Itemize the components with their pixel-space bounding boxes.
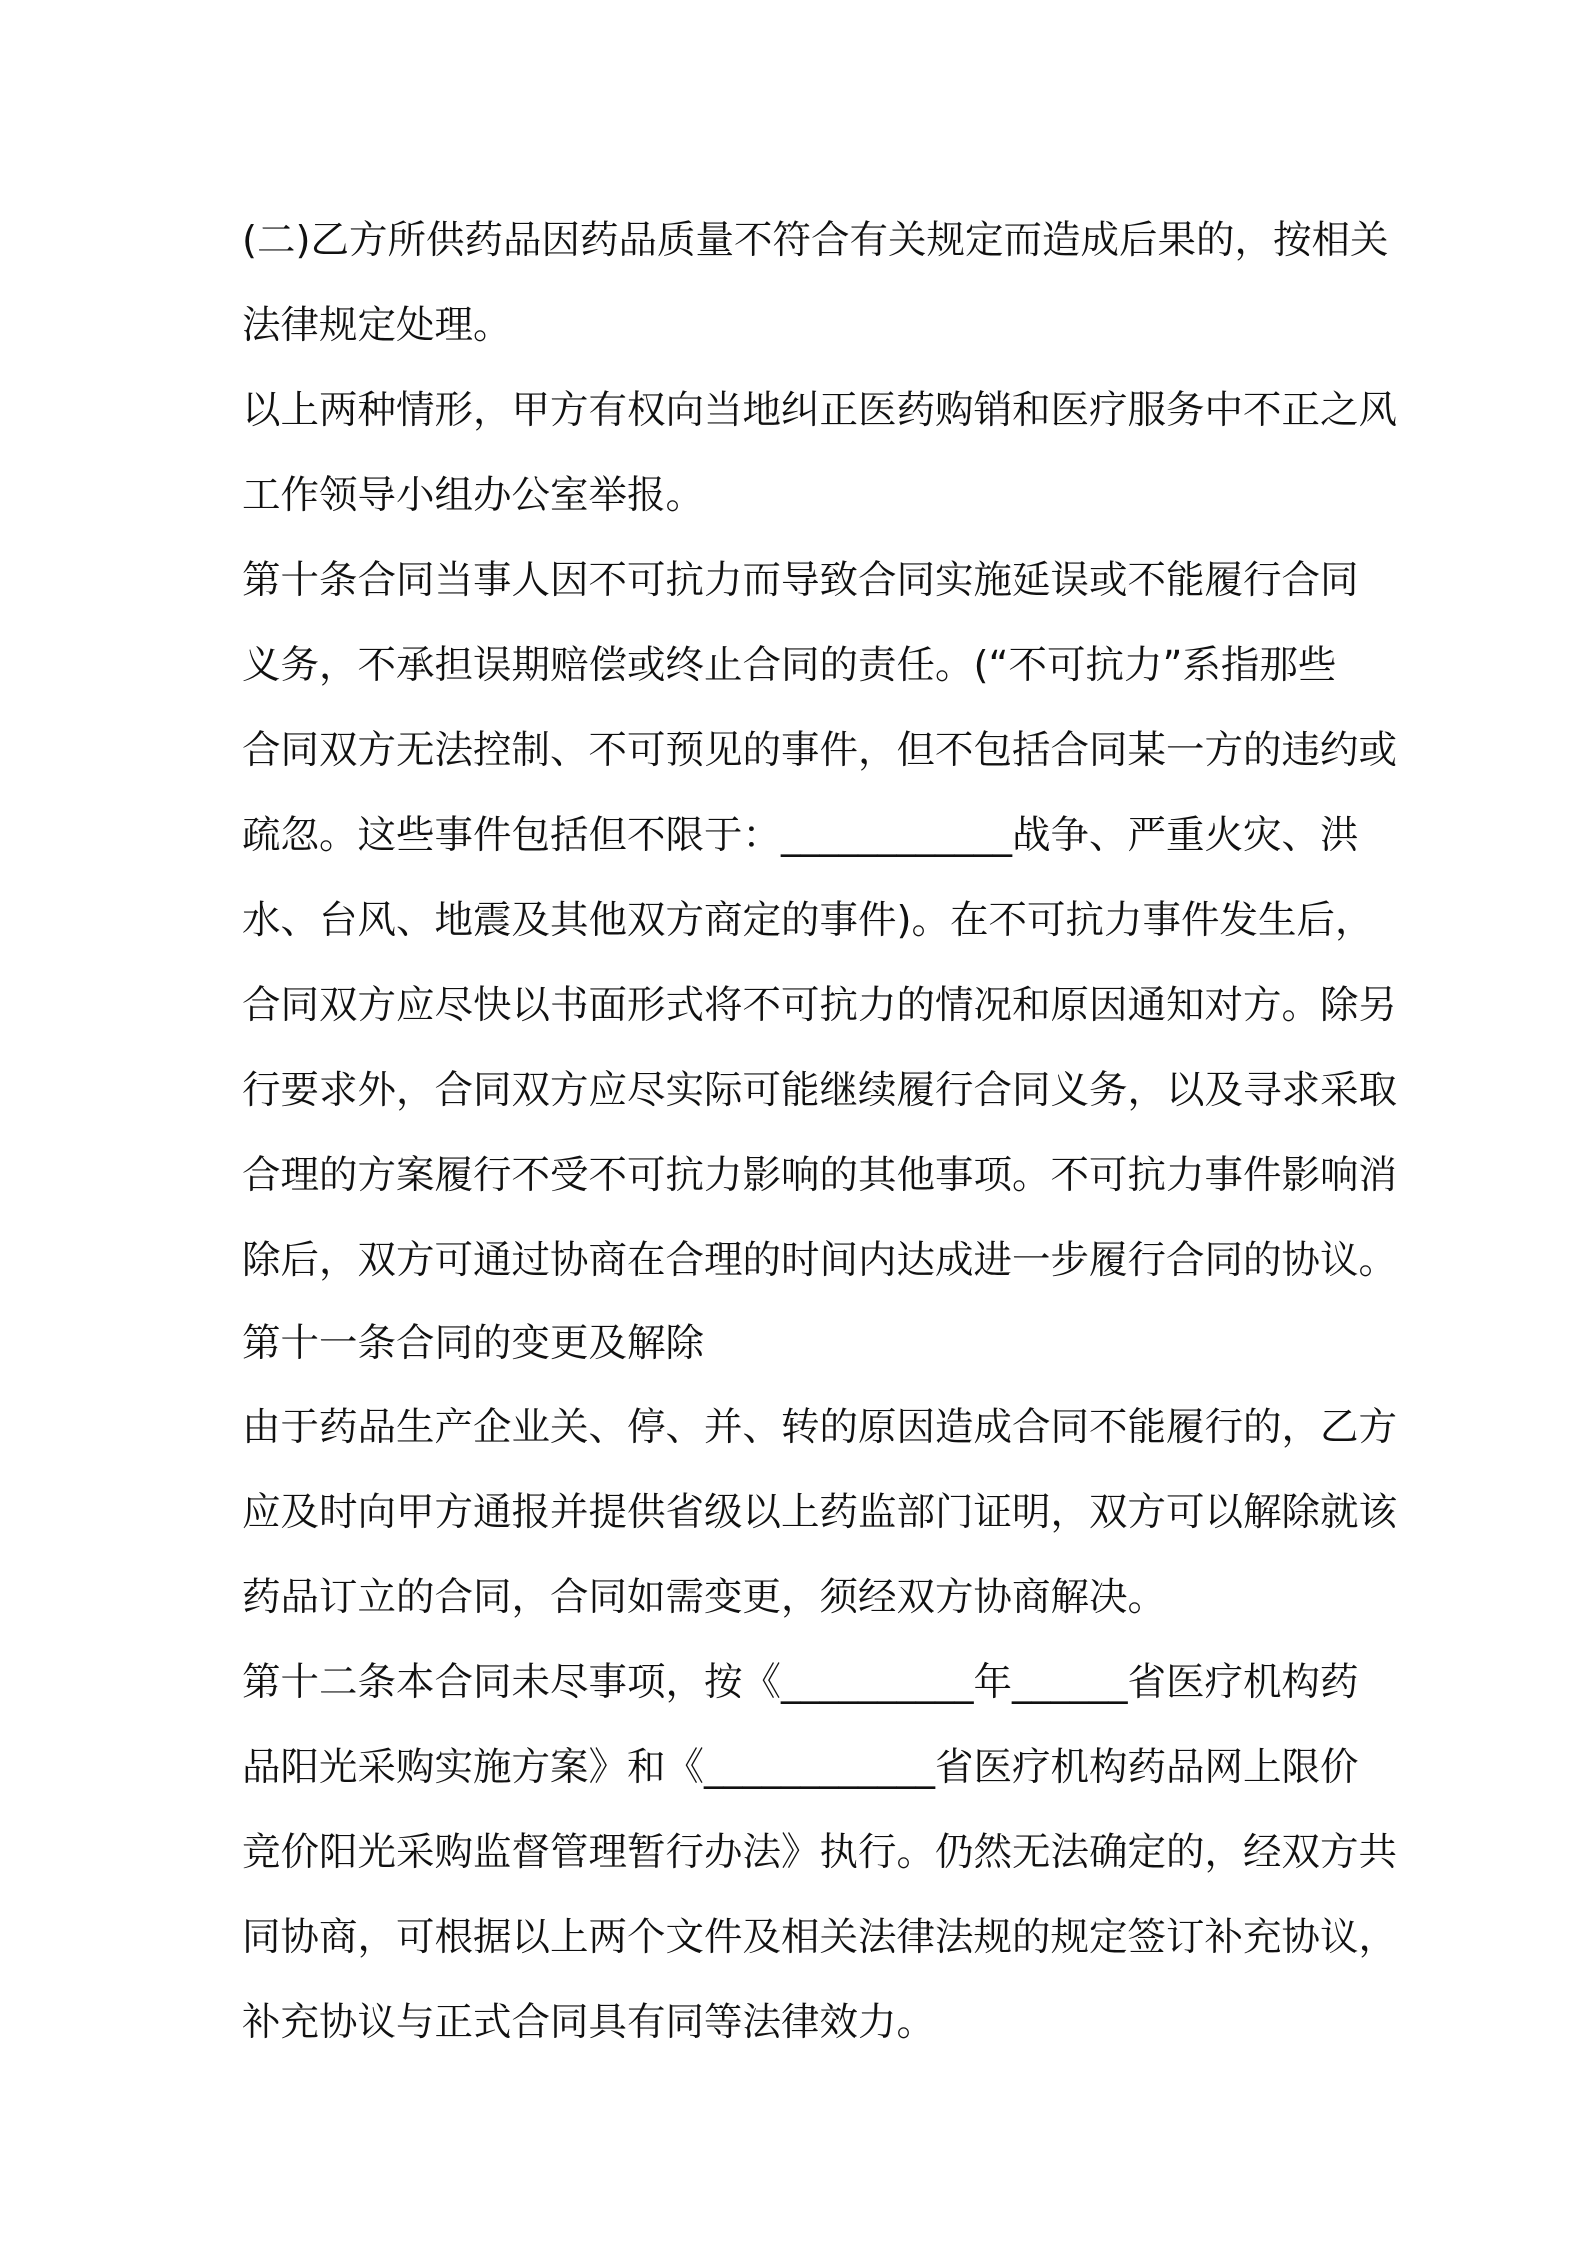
text-line: 应及时向甲方通报并提供省级以上药监部门证明，双方可以解除就该 xyxy=(242,1490,1398,1535)
contract-body-text xyxy=(242,198,1398,2065)
text-line: 补充协议与正式合同具有同等法律效力。 xyxy=(242,2000,936,2045)
text-line: 疏忽。这些事件包括但不限于：____________战争、严重火灾、洪 xyxy=(242,813,1359,858)
text-line: 水、台风、地震及其他双方商定的事件)。在不可抗力事件发生后， xyxy=(242,898,1374,943)
text-line: 合同双方应尽快以书面形式将不可抗力的情况和原因通知对方。除另 xyxy=(242,983,1398,1028)
text-line: 由于药品生产企业关、停、并、转的原因造成合同不能履行的，乙方 xyxy=(242,1405,1398,1450)
text-line: 行要求外，合同双方应尽实际可能继续履行合同义务，以及寻求采取 xyxy=(242,1068,1398,1113)
text-line: 法律规定处理。 xyxy=(242,303,512,348)
text-line: 除后，双方可通过协商在合理的时间内达成进一步履行合同的协议。 xyxy=(242,1238,1398,1283)
text-line: 义务，不承担误期赔偿或终止合同的责任。(“不可抗力”系指那些 xyxy=(242,643,1337,688)
section-heading-11: 第十一条合同的变更及解除 xyxy=(242,1321,705,1366)
text-line: 第十二条本合同未尽事项，按《__________年______省医疗机构药 xyxy=(242,1660,1359,1705)
text-line: 合同双方无法控制、不可预见的事件，但不包括合同某一方的违约或 xyxy=(242,728,1398,773)
text-line: (二)乙方所供药品因药品质量不符合有关规定而造成后果的，按相关 xyxy=(242,218,1389,263)
text-line: 合理的方案履行不受不可抗力影响的其他事项。不可抗力事件影响消 xyxy=(242,1153,1398,1198)
text-line: 竞价阳光采购监督管理暂行办法》执行。仍然无法确定的，经双方共 xyxy=(242,1830,1398,1875)
text-line: 同协商，可根据以上两个文件及相关法律法规的规定签订补充协议， xyxy=(242,1915,1398,1960)
text-line: 药品订立的合同，合同如需变更，须经双方协商解决。 xyxy=(242,1575,1167,1620)
text-line: 工作领导小组办公室举报。 xyxy=(242,473,705,518)
text-line: 以上两种情形，甲方有权向当地纠正医药购销和医疗服务中不正之风 xyxy=(242,388,1398,433)
text-line: 品阳光采购实施方案》和《____________省医疗机构药品网上限价 xyxy=(242,1745,1359,1790)
text-line: 第十条合同当事人因不可抗力而导致合同实施延误或不能履行合同 xyxy=(242,558,1359,603)
